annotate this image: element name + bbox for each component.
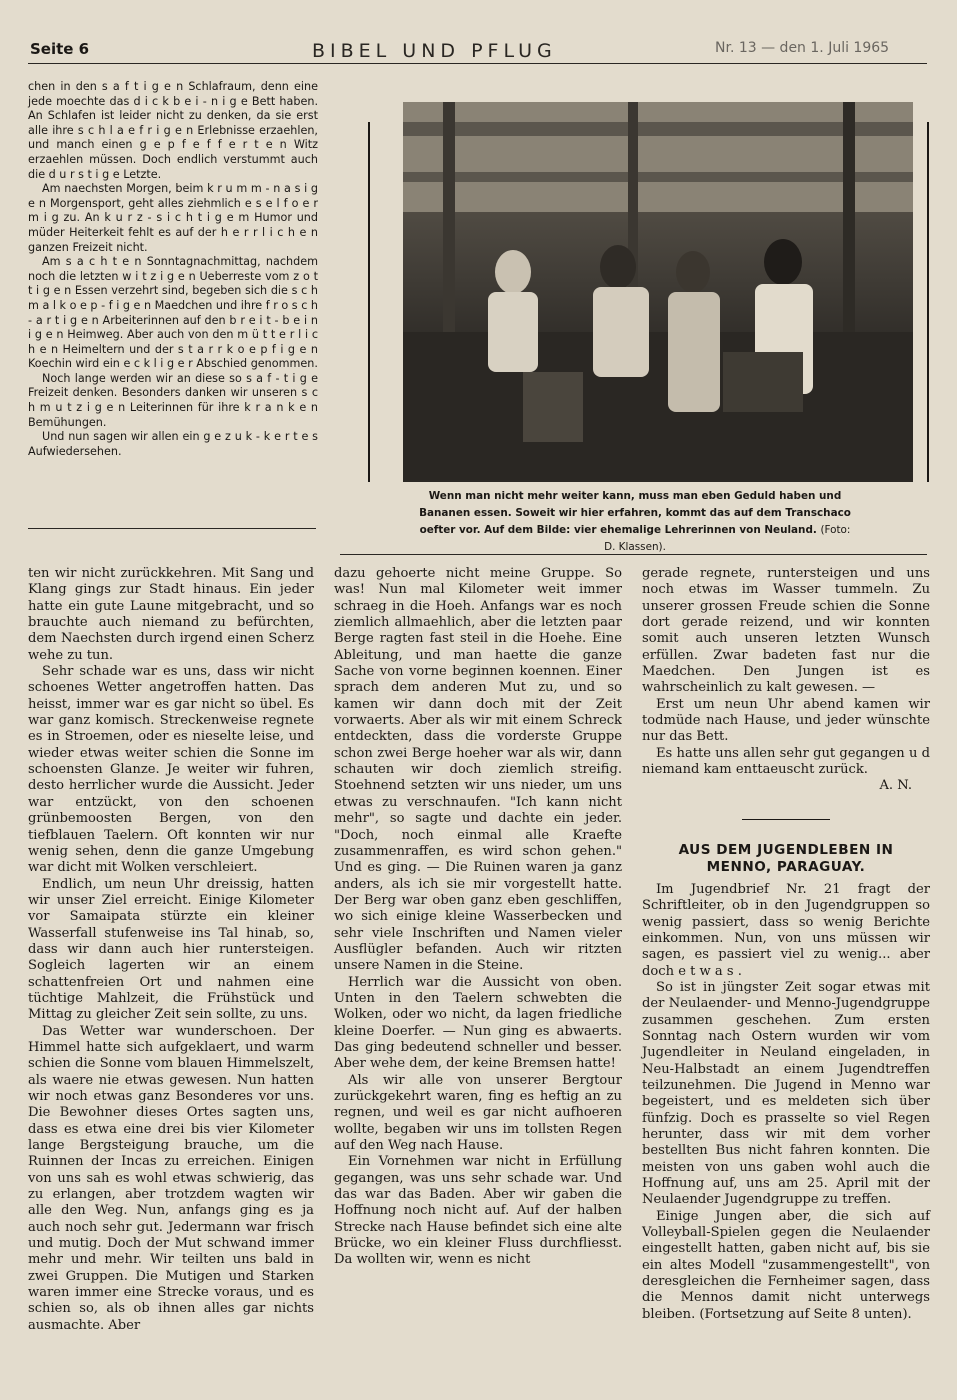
paragraph: So ist in jüngster Zeit sogar etwas mit der Neulaender- und Menno-Jugendgruppe zusammen geschehen. Zum ersten Sonntag nach Ostern wurden wir vom Jugendleiter in Neuland eingeladen, in Neu-Halbstadt an einem Jugendtreffen teilzunehmen. Die Jugend in Menno war begeistert, und es meldeten sich über fünfzig. Doch es prasselte so viel Regen herunter, dass wir mit dem vorher bestellten Bus nicht fahren konnten. Die meisten von uns gaben wohl auch die Hoffnung auf, uns am 25. April mit der Neulaender Jugendgruppe zu treffen. bbox=[642, 979, 930, 1208]
issue-date: Nr. 13 — den 1. Juli 1965 bbox=[715, 40, 890, 56]
intro-end-rule bbox=[28, 528, 316, 529]
heading-line-1: AUS DEM JUGENDLEBEN IN bbox=[678, 841, 894, 858]
paragraph: Als wir alle von unserer Bergtour zurückgekehrt waren, fing es heftig an zu regnen, und weil es gar nicht aufhoeren wollte, begaben wir uns im tollsten Regen auf den Weg nach Hause. bbox=[334, 1072, 622, 1154]
paragraph: Es hatte uns allen sehr gut gegangen u d niemand kam enttaeuscht zurück. bbox=[642, 745, 930, 778]
paragraph: Im Jugendbrief Nr. 21 fragt der Schriftleiter, ob in den Jugendgruppen so wenig passiert, dass so wenig Berichte einkommen. Nun, von uns müssen wir sagen, es passiert viel zu wenig... aber doch e t w a s . bbox=[642, 881, 930, 979]
paragraph: Das Wetter war wunderschoen. Der Himmel hatte sich aufgeklaert, und warm schien die Sonne vom blauen Himmelszelt, als waere nie etwas gewesen. Nun hatten wir noch etwas ganz Besonderes vor uns. Die Bewohner dieses Ortes sagten uns, dass es etwa eine drei bis vier Kilometer lange Bergsteigung brauche, um die Ruinnen der Incas zu erreichen. Einigen von uns sah es wohl etwas schwierig, das zu erlangen, aber trotzdem wagten wir alle den Weg. Nun, anfangs ging es ja auch noch sehr gut. Jedermann war frisch und mutig. Doch der Mut schwand immer mehr und mehr. Wir teilten uns bald in zwei Gruppen. Die Mutigen und Starken waren immer eine Strecke voraus, und es schien so, als ob ihnen alles gar nichts ausmachte. Aber bbox=[28, 1023, 314, 1333]
intro-paragraph: Am naechsten Morgen, beim k r u m m - n a s i g e n Morgensport, geht alles ziehmlich e s e l f o e r m i g zu. An k u r z - s i c h t i g e m Humor und müder Heiterkeit fehlt es auf der h e r r l i c h e n ganzen Freizeit nicht. bbox=[28, 182, 318, 254]
photo-caption bbox=[415, 488, 855, 556]
paragraph: Ein Vornehmen war nicht in Erfüllung gegangen, was uns sehr schade war. Und das war das Baden. Aber wir gaben die Hoffnung noch nicht auf. Auf der halben Strecke nach Hause befindet sich eine alte Brücke, wo ein kleiner Fluss durchfliesst. Da wollten wir, wenn es nicht bbox=[334, 1154, 622, 1268]
paragraph: Einige Jungen aber, die sich auf Volleyball-Spielen gegen die Neulaender eingestellt hatten, gaben nicht auf, bis sie ein altes Modell "zusammengestellt", von deresgleichen die Fernheimer sagen, dass die Mennos damit nicht unterwegs bleiben. (Fortsetzung auf Seite 8 unten). bbox=[642, 1208, 930, 1322]
article-heading bbox=[642, 842, 930, 876]
column-1 bbox=[28, 566, 314, 1334]
paragraph: Endlich, um neun Uhr dreissig, hatten wir unser Ziel erreicht. Einige Kilometer vor Samaipata stürzte ein kleiner Wasserfall stufenweise ins Tal hinab, so, dass wir dann auch hier runtersteigen. Sogleich lagerten wir an einem schattenfreien Ort und nahmen eine tüchtige Mahlzeit, die Frühstück und Mittag zu gleicher Zeit sein sollte, zu uns. bbox=[28, 876, 314, 1023]
column-2 bbox=[334, 566, 622, 1269]
author-signature: A. N. bbox=[879, 778, 912, 794]
paragraph: Herrlich war die Aussicht von oben. Unten in den Taelern schwebten die Wolken, oder wo nicht, da lagen friedliche kleine Doerfer. — Nun ging es abwaerts. Das ging bedeutend schneller und besser. Aber wehe dem, der keine Bremsen hatte! bbox=[334, 974, 622, 1072]
paragraph: Erst um neun Uhr abend kamen wir todmüde nach Hause, und jeder wünschte nur das Bett. bbox=[642, 696, 930, 745]
paragraph: gerade regnete, runtersteigen und uns noch etwas im Wasser tummeln. Zu unserer grossen Freude schien die Sonne dort gerade reizend, und wir konnten somit auch unseren letzten Wunsch erfüllen. Zwar badeten fast nur die Maedchen. Den Jungen ist es wahrscheinlich zu kalt gewesen. — bbox=[642, 566, 930, 696]
heading-line-2: MENNO, PARAGUAY. bbox=[706, 858, 866, 875]
newspaper-title: BIBEL UND PFLUG bbox=[312, 40, 557, 62]
header-rule bbox=[28, 63, 927, 64]
paragraph: dazu gehoerte nicht meine Gruppe. So was! Nun mal Kilometer weit immer schraeg in die Hoeh. Anfangs war es noch ziemlich allmaehlich, aber die letzten paar Berge ragten fast steil in die Hoehe. Eine Ableitung, und man haette die ganze Sache von vorne beginnen koennen. Einer sprach dem anderen Mut zu, und so kamen wir dann doch mit der Zeit vorwaerts. Aber als wir mit einem Schreck entdeckten, dass die vorderste Gruppe schon zwei Berge hoeher war als wir, dann schauten wir doch ziemlich streifig. Stoehnend setzten wir uns nieder, um uns etwas zu verschnaufen. "Ich kann nicht mehr", so sagte und dachte ein jeder. "Doch, noch einmal alle Kraefte zusammenraffen, es wird schon gehen." Und es ging. — Die Ruinen waren ja ganz anders, als ich sie mir vorgestellt hatte. Der Berg war oben ganz eben geschliffen, wo sich einige kleine Wasserbecken und sehr viele Inschriften und Namen vieler Ausflügler befanden. Auch wir ritzten unsere Namen in die Steine. bbox=[334, 566, 622, 974]
photo-right-border bbox=[927, 122, 929, 482]
photo-left-border bbox=[368, 122, 370, 482]
photo-bottom-rule bbox=[340, 554, 927, 555]
intro-paragraph: Noch lange werden wir an diese so s a f - t i g e Freizeit denken. Besonders danken wir unseren s c h m u t z i g e n Leiterinnen für ihre k r a n k e n Bemühungen. bbox=[28, 371, 318, 429]
column-3 bbox=[642, 566, 930, 1323]
article-separator bbox=[742, 819, 830, 820]
paragraph: Sehr schade war es uns, dass wir nicht schoenes Wetter angetroffen hatten. Das heisst, immer war es gar nicht so übel. Es war ganz komisch. Streckenweise regnete es in Stroemen, oder es nieselte leise, und wieder etwas weiter schien die Sonne im schoensten Glanze. Je weiter wir fuhren, desto herrlicher wurde die Aussicht. Jeder war entzückt, von den schoenen grünbemoosten Bergen, von den tiefblauen Taelern. Oft konnten wir nur wenig sehen, denn die ganze Umgebung war dicht mit Wolken verschleiert. bbox=[28, 664, 314, 876]
intro-paragraph: chen in den s a f t i g e n Schlafraum, denn eine jede moechte das d i c k b e i - n i g e Bett haben. An Schlafen ist leider nicht zu denken, da sie erst alle ihre s c h l a e f r i g e n Erlebnisse erzaehlen, und manch einen g e p f e f f e r t e n Witz erzaehlen müssen. Doch endlich verstummt auch die d u r s t i g e Letzte. bbox=[28, 80, 318, 181]
page-number: Seite 6 bbox=[30, 40, 90, 58]
photo bbox=[403, 102, 913, 482]
paragraph: ten wir nicht zurückkehren. Mit Sang und Klang gings zur Stadt hinaus. Ein jeder hatte ein gute Laune mitgebracht, und so brauchte auch niemand zu befürchten, dem Naechsten durch irgend einen Scherz wehe zu tun. bbox=[28, 566, 314, 663]
caption-text: Wenn man nicht mehr weiter kann, muss man eben Geduld haben und Bananen essen. Soweit wir hier erfahren, kommt das auf dem Transchaco oefter vor. Auf dem Bilde: vier ehemalige Lehrerinnen von Neuland. bbox=[419, 490, 851, 536]
intro-paragraph: Am s a c h t e n Sonntagnachmittag, nachdem noch die letzten w i t z i g e n Ueberreste vom z o t t i g e n Essen verzehrt sind, begeben sich die s c h m a l k o e p - f i g e n Maedchen und ihre f r o s c h - a r t i g e n Arbeiterinnen auf den b r e i t - b e i n i g e n Heimweg. Aber auch von den m ü t t e r l i c h e n Heimeltern und der s t a r r k o e p f i g e n Koechin wird ein e c k l i g e r Abschied genommen. bbox=[28, 255, 318, 371]
photo-illustration bbox=[403, 102, 913, 482]
intro-paragraph: Und nun sagen wir allen ein g e z u k - k e r t e s Aufwiedersehen. bbox=[28, 430, 318, 458]
photo-credit: (Foto: D. Klassen). bbox=[604, 524, 851, 553]
intro-column bbox=[28, 80, 318, 459]
